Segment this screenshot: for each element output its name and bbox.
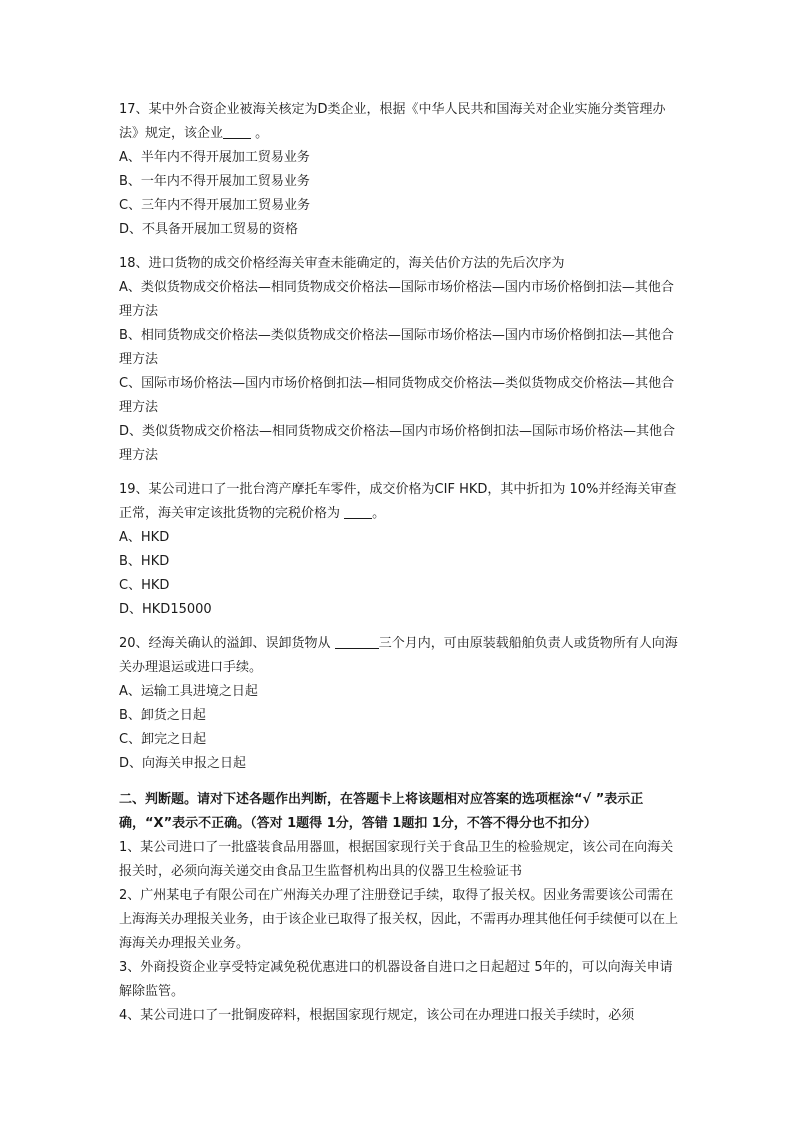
option-d: D、向海关申报之日起: [119, 756, 247, 771]
judgment-item-2: 2、广州某电子有限公司在广州海关办理了注册登记手续，取得了报关权。因业务需要该公司需在上海海关办理报关业务，由于该企业已取得了报关权，因此，不需再办理其他任何手续便可以在上海海关办理报关业务。: [119, 888, 679, 951]
section-true-false: [119, 788, 679, 1028]
option-c: C、国际市场价格法—国内市场价格倒扣法—相同货物成交价格法—类似货物成交价格法—其他合理方法: [119, 376, 675, 415]
answer-blank: [344, 504, 372, 519]
option-b: B、相同货物成交价格法—类似货物成交价格法—国际市场价格法—国内市场价格倒扣法—其他合理方法: [119, 328, 674, 367]
question-17: [119, 98, 679, 242]
question-stem: 18、进口货物的成交价格经海关审查未能确定的，海关估价方法的先后次序为: [119, 256, 565, 271]
option-d: D、类似货物成交价格法—相同货物成交价格法—国内市场价格倒扣法—国际市场价格法—其他合理方法: [119, 424, 676, 463]
question-stem: 19、某公司进口了一批台湾产摩托车零件，成交价格为CIF HKD，其中折扣为 10%并经海关审查正常，海关审定该批货物的完税价格为 。: [119, 482, 677, 521]
option-c: C、HKD: [119, 578, 170, 593]
question-20: [119, 632, 679, 776]
document-content: [119, 98, 679, 1028]
answer-blank: [223, 124, 251, 139]
option-b: B、一年内不得开展加工贸易业务: [119, 174, 310, 189]
option-d: D、HKD15000: [119, 602, 212, 617]
option-a: A、类似货物成交价格法—相同货物成交价格法—国际市场价格法—国内市场价格倒扣法—其他合理方法: [119, 280, 674, 319]
option-b: B、卸货之日起: [119, 708, 206, 723]
option-a: A、半年内不得开展加工贸易业务: [119, 150, 310, 165]
judgment-item-4: 4、某公司进口了一批铜废碎料，根据国家现行规定，该公司在办理进口报关手续时，必须: [119, 1008, 635, 1023]
option-d: D、不具备开展加工贸易的资格: [119, 222, 299, 237]
judgment-item-3: 3、外商投资企业享受特定减免税优惠进口的机器设备自进口之日起超过 5年的，可以向海关申请解除监管。: [119, 960, 673, 999]
answer-blank: [335, 634, 379, 649]
option-c: C、卸完之日起: [119, 732, 207, 747]
question-18: [119, 252, 679, 468]
question-19: [119, 478, 679, 622]
question-stem: 17、某中外合资企业被海关核定为D类企业，根据《中华人民共和国海关对企业实施分类管理办法》规定，该企业 。: [119, 102, 666, 141]
option-b: B、HKD: [119, 554, 170, 569]
judgment-item-1: 1、某公司进口了一批盛装食品用器皿，根据国家现行关于食品卫生的检验规定，该公司在向海关报关时，必须向海关递交由食品卫生监督机构出具的仪器卫生检验证书: [119, 840, 674, 879]
option-c: C、三年内不得开展加工贸易业务: [119, 198, 311, 213]
option-a: A、HKD: [119, 530, 170, 545]
option-a: A、运输工具进境之日起: [119, 684, 258, 699]
section-heading: 二、判断题。请对下述各题作出判断，在答题卡上将该题相对应答案的选项框涂“√ ”表示正确，“X”表示不正确。（答对 1题得 1分，答错 1题扣 1分，不答不得分也不扣分）: [119, 792, 644, 831]
question-stem: 20、经海关确认的溢卸、误卸货物从 三个月内，可由原装载船舶负责人或货物所有人向海关办理退运或进口手续。: [119, 636, 678, 675]
